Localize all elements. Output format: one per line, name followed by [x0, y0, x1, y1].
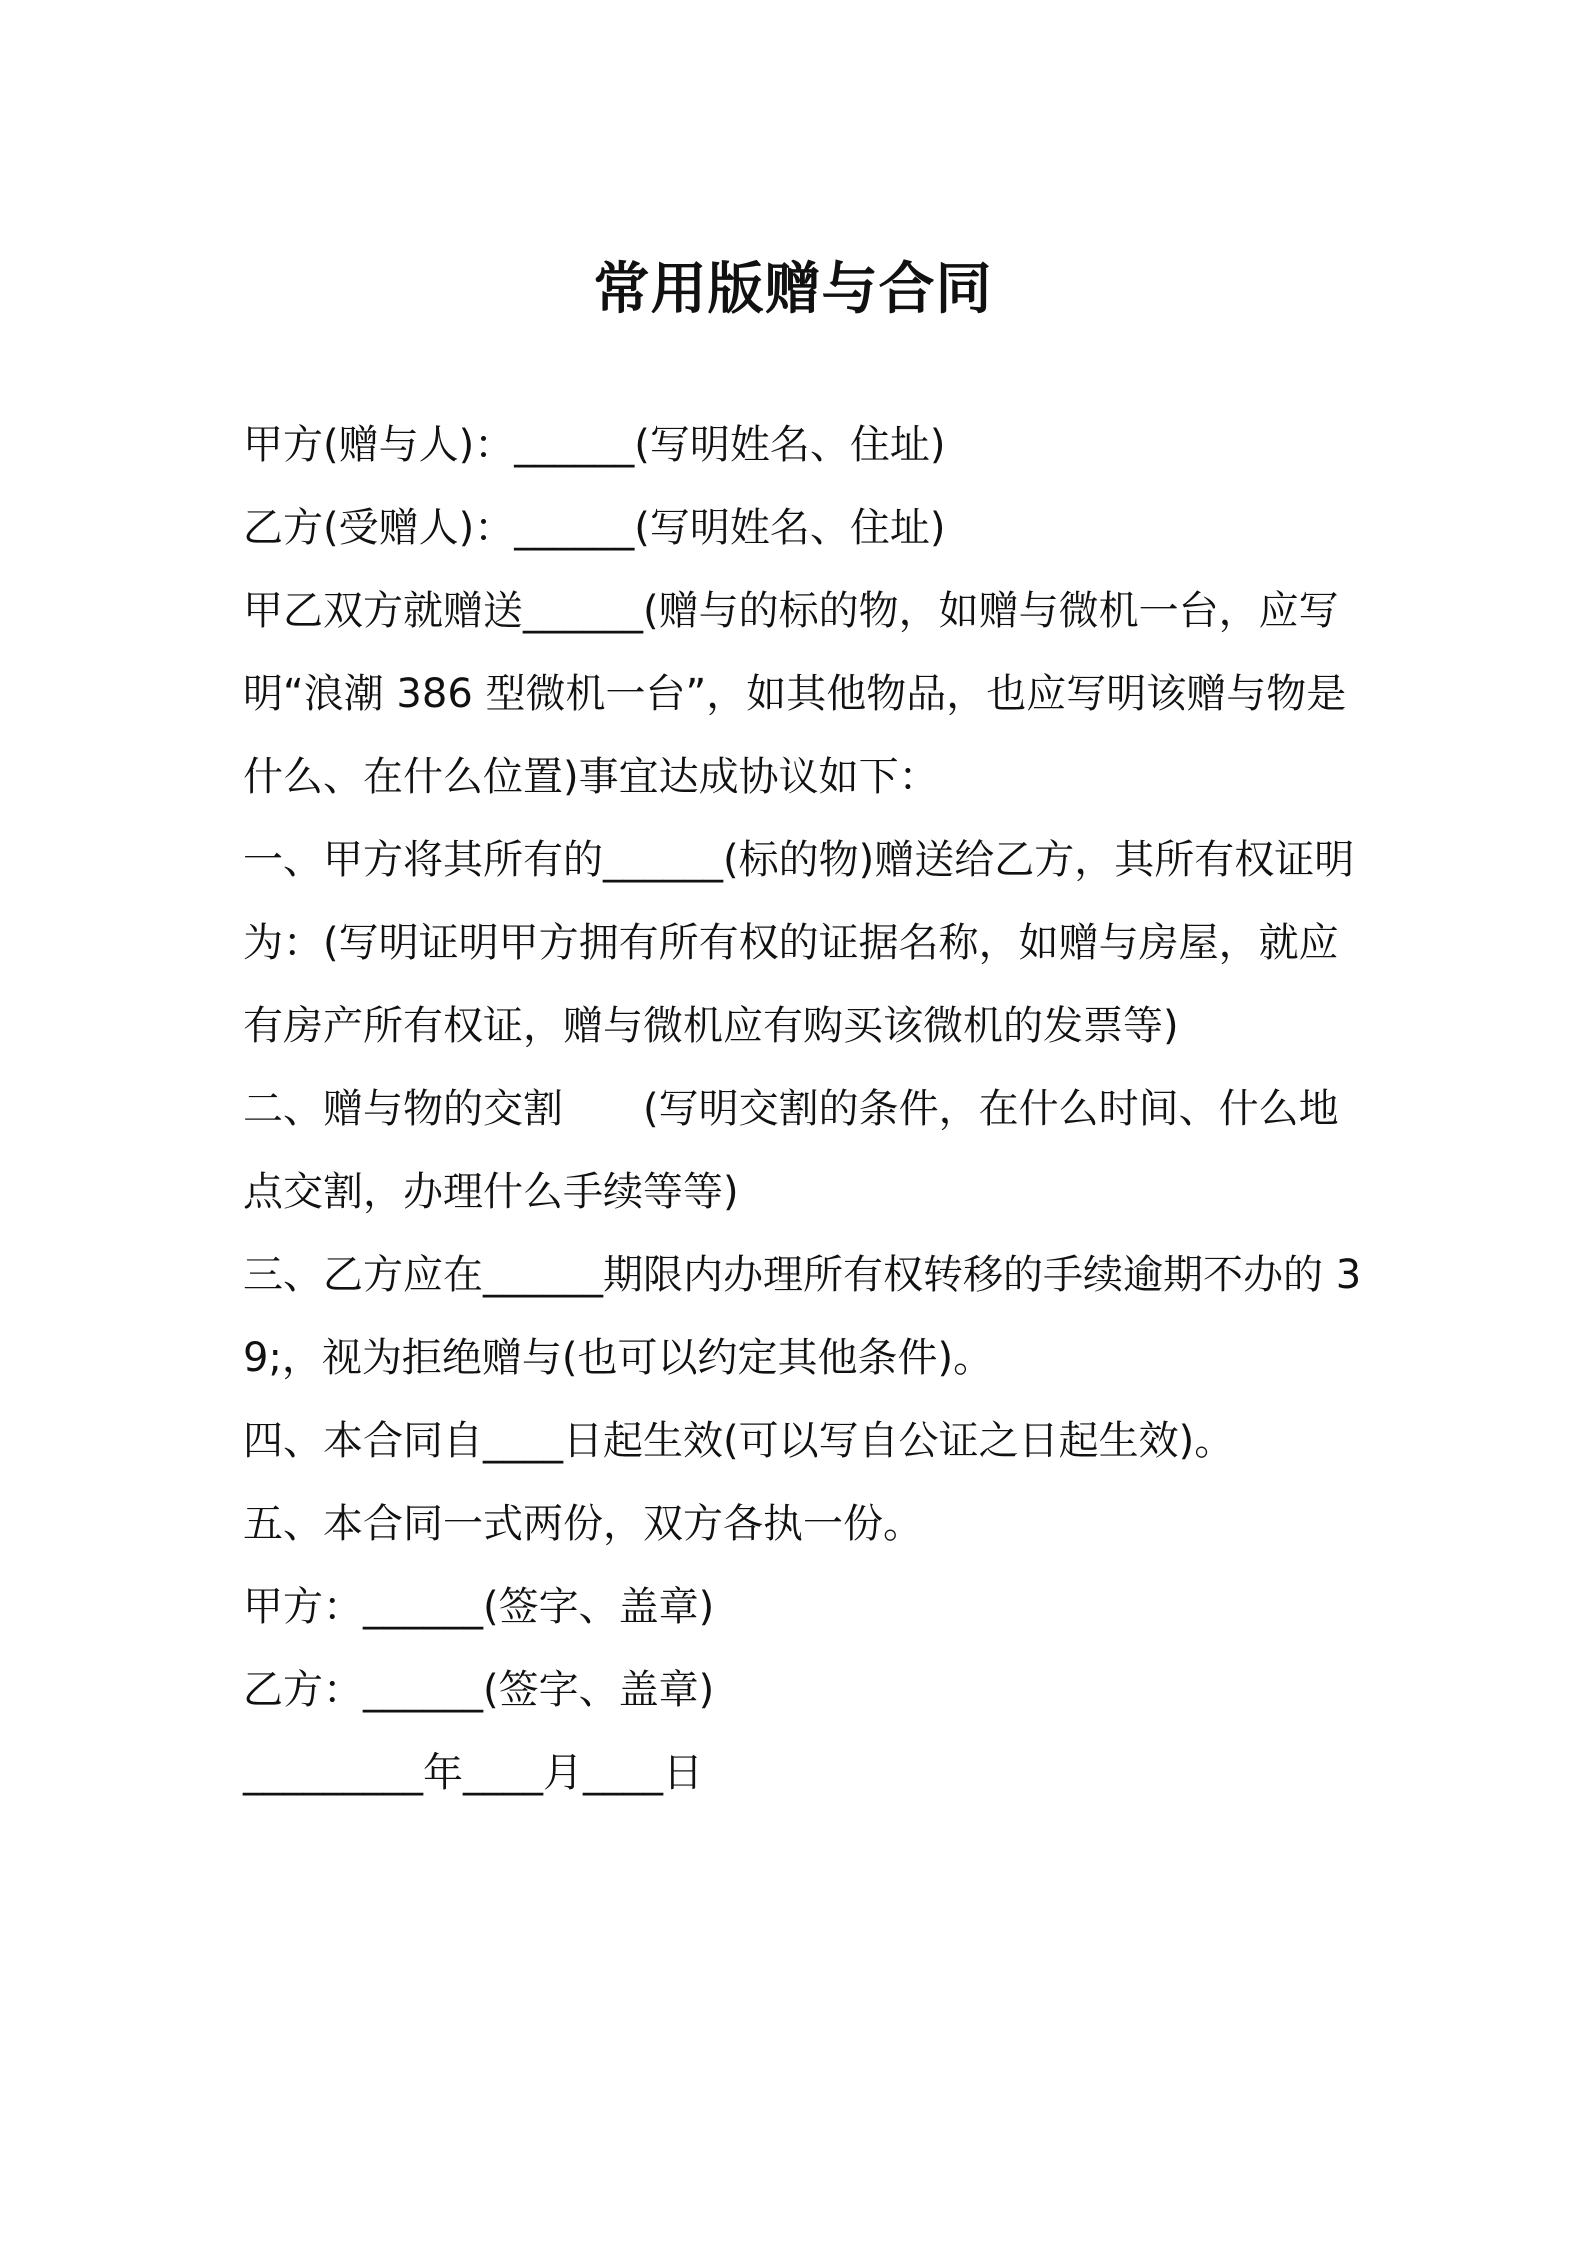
clause-3: 三、乙方应在______期限内办理所有权转移的手续逾期不办的 39;，视为拒绝赠与(也可以约定其他条件)。 [243, 1252, 1362, 1381]
date-line: _________年____月____日 [243, 1750, 703, 1796]
document-body [243, 404, 1363, 1815]
clause-4: 四、本合同自____日起生效(可以写自公证之日起生效)。 [243, 1418, 1235, 1464]
party-a-signature-line: 甲方：______(签字、盖章) [243, 1584, 715, 1630]
party-b-signature-line: 乙方：______(签字、盖章) [243, 1667, 715, 1713]
clause-1: 一、甲方将其所有的______(标的物)赠送给乙方，其所有权证明为：(写明证明甲方拥有所有权的证据名称，如赠与房屋，就应有房产所有权证，赠与微机应有购买该微机的发票等) [243, 837, 1355, 1049]
clause-5: 五、本合同一式两份，双方各执一份。 [243, 1501, 923, 1547]
intro-paragraph: 甲乙双方就赠送______(赠与的标的物，如赠与微机一台，应写明“浪潮 386 型微机一台”，如其他物品，也应写明该赠与物是什么、在什么位置)事宜达成协议如下： [243, 588, 1347, 800]
party-b-line: 乙方(受赠人)：______(写明姓名、住址) [243, 505, 946, 551]
clause-2: 二、赠与物的交割 (写明交割的条件，在什么时间、什么地点交割，办理什么手续等等) [243, 1086, 1339, 1215]
document-title: 常用版赠与合同 [593, 257, 993, 322]
party-a-line: 甲方(赠与人)：______(写明姓名、住址) [243, 422, 946, 468]
